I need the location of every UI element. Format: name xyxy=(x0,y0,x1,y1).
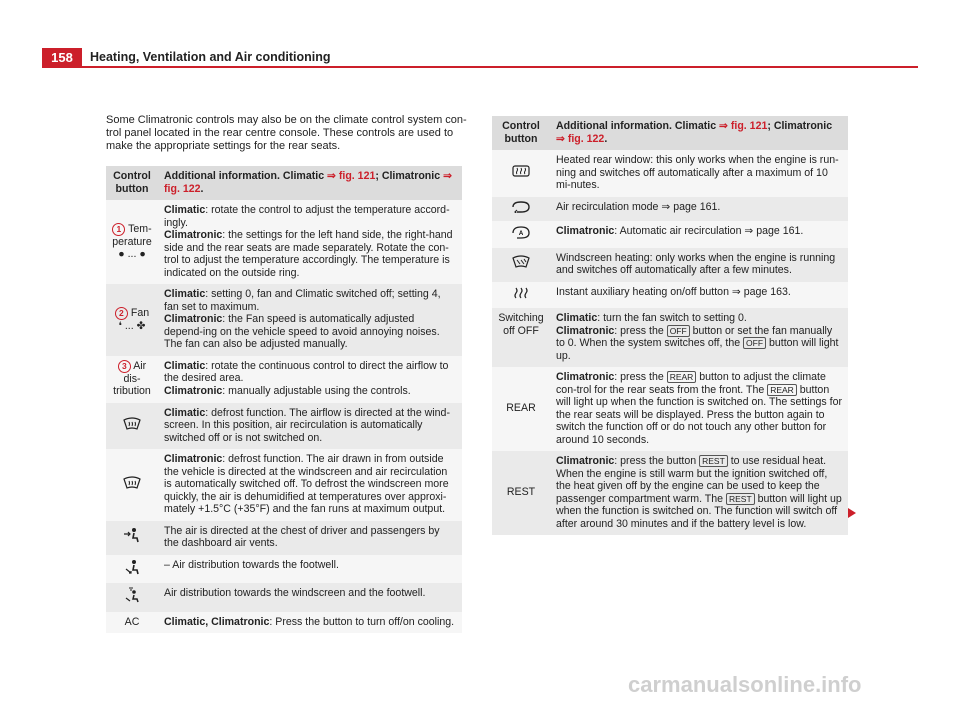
table-row xyxy=(492,367,848,451)
table-header-row xyxy=(106,166,462,200)
table-row xyxy=(106,449,462,521)
table-row xyxy=(492,282,848,309)
defrost-icon-cell xyxy=(106,403,158,450)
recirculation-description: Air recirculation mode ⇒ page 161. xyxy=(550,197,848,222)
table-row xyxy=(492,197,848,222)
callout-number: 3 xyxy=(118,360,131,373)
table-row xyxy=(106,284,462,356)
ac-description: Climatic, Climatronic: Press the button to turn off/on cooling. xyxy=(158,612,462,634)
fig-121-link[interactable]: ⇒ fig. 121 xyxy=(327,170,376,182)
auto-recirculation-description: Climatronic: Automatic air recirculation ⇒ page 161. xyxy=(550,221,848,248)
page-title: Heating, Ventilation and Air conditioning xyxy=(90,50,331,64)
fig-122-link[interactable]: ⇒ fig. 122 xyxy=(164,170,452,195)
rear-button: REAR xyxy=(767,384,797,396)
left-controls-table xyxy=(106,166,462,633)
chest-airflow-icon xyxy=(123,527,141,543)
defrost-climatic-description: Climatic: defrost function. The airflow is directed at the wind-screen. In this position, air recirculation is automatically switched off or is not switched on. xyxy=(158,403,462,450)
air-recirculation-icon xyxy=(511,201,531,213)
page-number: 158 xyxy=(42,48,82,67)
air-distribution-description: Climatic: rotate the continuous control to direct the airflow to the desired area. Climatronic: manually adjustable using the controls. xyxy=(158,356,462,403)
header-rule xyxy=(42,66,918,68)
table-row xyxy=(106,521,462,555)
footwell-airflow-icon xyxy=(123,559,141,575)
callout-number: 1 xyxy=(112,223,125,236)
rear-description: Climatronic: press the REAR button to adjust the climate con-trol for the rear seats from the front. The REAR button will light up when the function is switched on. The settings for the rear seats will be displayed. Press the button again to switch the function off or do not touch any other button for around 10 seconds. xyxy=(550,367,848,451)
table-row xyxy=(106,403,462,450)
table-row xyxy=(106,356,462,403)
table-row xyxy=(492,150,848,197)
defrost-icon-cell xyxy=(106,449,158,521)
aux-heating-description: Instant auxiliary heating on/off button ⇒ page 163. xyxy=(550,282,848,309)
air-distribution-cell xyxy=(106,356,158,403)
windscreen-heating-icon-cell xyxy=(492,248,550,282)
rear-button: REAR xyxy=(667,371,697,383)
windscreen-defrost-icon xyxy=(123,417,141,431)
fan-description: Climatic: setting 0, fan and Climatic switched off; setting 4, fan set to maximum. Climatronic: the Fan speed is automatically adjusted depend-ing on the vehicle speed to avoid annoying noises. The fan can also be adjusted manually. xyxy=(158,284,462,356)
rest-label: REST xyxy=(492,451,550,535)
windscreen-footwell-icon-cell xyxy=(106,583,158,612)
fan-range-icon: ❛ ... ✤ xyxy=(118,319,146,332)
chest-vent-description: The air is directed at the chest of driver and passengers by the dashboard air vents. xyxy=(158,521,462,555)
control-label: Tem-perature xyxy=(112,222,152,248)
continue-arrow-icon xyxy=(848,508,856,518)
automatic-recirculation-icon xyxy=(511,225,531,239)
auto-recirculation-icon-cell xyxy=(492,221,550,248)
table-row xyxy=(492,248,848,282)
table-row xyxy=(492,221,848,248)
switch-off-description: Climatic: turn the fan switch to setting 0. Climatronic: press the OFF button or set the fan manually to 0. When the system switches off, the OFF button will light up. xyxy=(550,308,848,367)
off-button: OFF xyxy=(667,325,690,337)
fig-121-link[interactable]: ⇒ fig. 121 xyxy=(719,120,768,132)
table-header-row xyxy=(492,116,848,150)
table-row xyxy=(106,200,462,284)
intro-paragraph: Some Climatronic controls may also be on the climate control system con-trol panel located in the rear centre console. These controls are used to make the appropriate settings for the rear seats. xyxy=(106,114,467,152)
windscreen-footwell-airflow-icon xyxy=(123,587,141,603)
header-additional-info: Additional information. Climatic ⇒ fig. 121; Climatronic ⇒ fig. 122. xyxy=(158,166,462,200)
temperature-control-cell xyxy=(106,200,158,284)
heated-rear-window-icon xyxy=(512,164,530,178)
temperature-range-icon: ● ... ● xyxy=(118,248,146,260)
recirculation-icon-cell xyxy=(492,197,550,222)
watermark: carmanualsonline.info xyxy=(628,672,862,697)
rest-button: REST xyxy=(699,455,728,467)
rest-description: Climatronic: press the button REST to use residual heat. When the engine is still warm but the ignition switched off, the heat given off by the engine can be used to keep the passenger compartment warm. The REST button will light up when the function is switched on. The function will switch off after around 30 minutes and if the battery level is low. xyxy=(550,451,848,535)
windscreen-defrost-icon xyxy=(123,476,141,490)
defrost-climatronic-description: Climatronic: defrost function. The air drawn in from outside the vehicle is directed at the windscreen and air recirculation is automatically switched off. To defrost the windscreen more quickly, the air is dehumidified at temperatures over approxi-mately +1.5°C (+35°F) and the fan runs at maximum output. xyxy=(158,449,462,521)
table-row xyxy=(492,308,848,367)
table-row xyxy=(106,555,462,584)
temperature-description: Climatic: rotate the control to adjust the temperature accord-ingly. Climatronic: the settings for the left hand side, the right-hand side and the rear seats are made separately. Rotate the con-trol to adjust the temperature accordingly. The temperature is indicated on the outside ring. xyxy=(158,200,462,284)
table-row xyxy=(492,451,848,535)
auxiliary-heating-icon xyxy=(512,286,530,300)
fig-122-link[interactable]: ⇒ fig. 122 xyxy=(556,132,605,145)
table-row xyxy=(106,612,462,634)
header-control-button: Control button xyxy=(106,166,158,200)
windscreen-heating-icon xyxy=(512,255,530,269)
svg-text:A: A xyxy=(518,231,524,237)
table-row xyxy=(106,583,462,612)
aux-heating-icon-cell xyxy=(492,282,550,309)
header-control-button: Control button xyxy=(492,116,550,150)
control-label: Fan xyxy=(130,306,150,319)
ac-label: AC xyxy=(106,612,158,634)
off-button: OFF xyxy=(743,337,766,349)
windscreen-footwell-description: Air distribution towards the windscreen and the footwell. xyxy=(158,583,462,612)
chest-vent-icon-cell xyxy=(106,521,158,555)
callout-number: 2 xyxy=(115,307,128,320)
control-label: Air dis-tribution xyxy=(113,359,151,397)
windscreen-heating-description: Windscreen heating: only works when the engine is running and switches off automatically after a few minutes. xyxy=(550,248,848,282)
header-additional-info: Additional information. Climatic ⇒ fig. 121; Climatronic ⇒ fig. 122. xyxy=(550,116,848,150)
fan-control-cell xyxy=(106,284,158,356)
rear-window-description: Heated rear window: this only works when the engine is run-ning and switches off automatically after a maximum of 10 mi-nutes. xyxy=(550,150,848,197)
footwell-icon-cell xyxy=(106,555,158,584)
switch-off-label: Switching off OFF xyxy=(492,308,550,367)
right-controls-table xyxy=(492,116,848,535)
rear-label: REAR xyxy=(492,367,550,451)
rest-button: REST xyxy=(726,493,755,505)
footwell-description: – Air distribution towards the footwell. xyxy=(158,555,462,584)
rear-window-icon-cell xyxy=(492,150,550,197)
